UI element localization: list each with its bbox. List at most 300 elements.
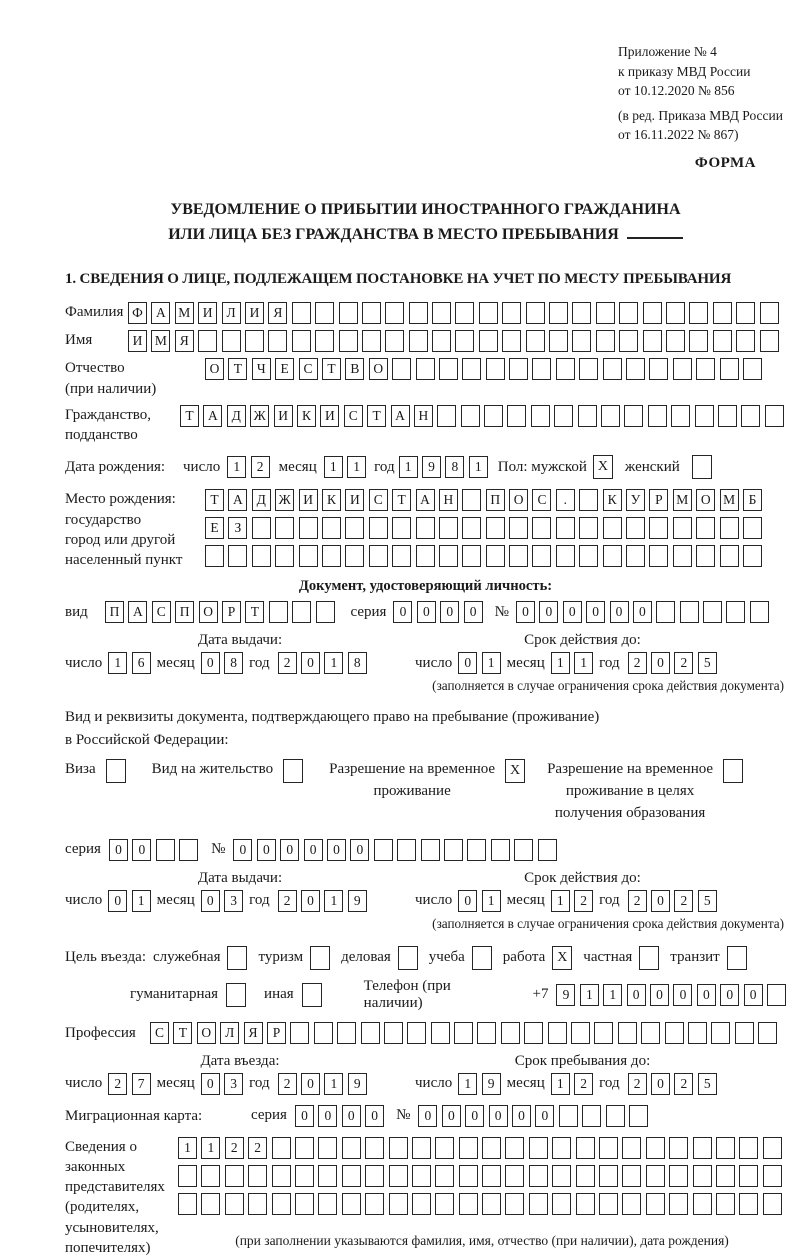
char-cell[interactable] [437, 405, 456, 427]
char-cell[interactable]: 1 [347, 456, 366, 478]
char-cell[interactable]: 8 [445, 456, 464, 478]
char-cell[interactable]: 8 [224, 652, 243, 674]
char-cell[interactable] [713, 302, 732, 324]
char-cell[interactable] [626, 358, 645, 380]
char-cell[interactable] [283, 759, 303, 783]
char-cell[interactable] [743, 517, 762, 539]
char-cell[interactable]: 0 [440, 601, 459, 623]
char-cell[interactable] [479, 302, 498, 324]
char-cell[interactable] [398, 946, 418, 970]
char-cell[interactable] [639, 946, 659, 970]
char-cell[interactable] [389, 1165, 408, 1187]
char-cell[interactable]: 0 [318, 1105, 337, 1127]
char-cell[interactable]: Е [205, 517, 224, 539]
char-cell[interactable]: 2 [674, 652, 693, 674]
char-cell[interactable] [269, 601, 288, 623]
char-cell[interactable] [339, 330, 358, 352]
char-cell[interactable]: О [369, 358, 388, 380]
char-cell[interactable] [227, 946, 247, 970]
char-cell[interactable] [454, 1022, 473, 1044]
char-cell[interactable] [505, 1193, 524, 1215]
char-cell[interactable] [703, 601, 722, 623]
char-cell[interactable] [502, 330, 521, 352]
char-cell[interactable] [548, 1022, 567, 1044]
char-cell[interactable]: Я [244, 1022, 263, 1044]
char-cell[interactable]: 0 [295, 1105, 314, 1127]
char-cell[interactable] [532, 358, 551, 380]
char-cell[interactable]: М [720, 489, 739, 511]
char-cell[interactable]: 7 [132, 1073, 151, 1095]
char-cell[interactable]: Т [180, 405, 199, 427]
char-cell[interactable]: 1 [551, 890, 570, 912]
char-cell[interactable] [549, 330, 568, 352]
char-cell[interactable] [576, 1137, 595, 1159]
char-cell[interactable]: . [556, 489, 575, 511]
char-cell[interactable] [482, 1193, 501, 1215]
char-cell[interactable] [669, 1165, 688, 1187]
char-cell[interactable] [622, 1165, 641, 1187]
char-cell[interactable] [552, 1165, 571, 1187]
char-cell[interactable] [529, 1137, 548, 1159]
char-cell[interactable] [486, 358, 505, 380]
char-cell[interactable]: М [175, 302, 194, 324]
char-cell[interactable] [739, 1193, 758, 1215]
char-cell[interactable]: 0 [257, 839, 276, 861]
char-cell[interactable] [596, 302, 615, 324]
char-cell[interactable] [318, 1165, 337, 1187]
char-cell[interactable]: 1 [551, 652, 570, 674]
char-cell[interactable] [692, 455, 712, 479]
char-cell[interactable]: 9 [422, 456, 441, 478]
char-cell[interactable]: 2 [674, 1073, 693, 1095]
char-cell[interactable] [760, 330, 779, 352]
char-cell[interactable] [649, 517, 668, 539]
char-cell[interactable] [435, 1137, 454, 1159]
char-cell[interactable] [505, 1137, 524, 1159]
char-cell[interactable] [720, 358, 739, 380]
char-cell[interactable]: X [552, 946, 572, 970]
char-cell[interactable] [369, 517, 388, 539]
char-cell[interactable] [315, 302, 334, 324]
char-cell[interactable] [501, 1022, 520, 1044]
char-cell[interactable]: О [205, 358, 224, 380]
char-cell[interactable] [739, 1165, 758, 1187]
char-cell[interactable]: А [416, 489, 435, 511]
char-cell[interactable] [322, 545, 341, 567]
char-cell[interactable]: 0 [201, 652, 220, 674]
char-cell[interactable] [482, 1137, 501, 1159]
char-cell[interactable] [299, 545, 318, 567]
char-cell[interactable]: П [105, 601, 124, 623]
char-cell[interactable]: 2 [574, 1073, 593, 1095]
char-cell[interactable] [385, 330, 404, 352]
char-cell[interactable] [409, 302, 428, 324]
char-cell[interactable] [743, 545, 762, 567]
char-cell[interactable] [201, 1193, 220, 1215]
char-cell[interactable] [252, 517, 271, 539]
char-cell[interactable] [467, 839, 486, 861]
char-cell[interactable]: 0 [539, 601, 558, 623]
char-cell[interactable]: 0 [610, 601, 629, 623]
char-cell[interactable]: Л [222, 302, 241, 324]
char-cell[interactable] [248, 1193, 267, 1215]
char-cell[interactable]: 9 [482, 1073, 501, 1095]
char-cell[interactable] [619, 330, 638, 352]
char-cell[interactable] [531, 405, 550, 427]
char-cell[interactable]: С [152, 601, 171, 623]
char-cell[interactable]: 1 [324, 456, 343, 478]
char-cell[interactable]: 0 [673, 984, 692, 1006]
char-cell[interactable] [322, 517, 341, 539]
char-cell[interactable]: 1 [469, 456, 488, 478]
char-cell[interactable]: 0 [744, 984, 763, 1006]
char-cell[interactable] [275, 545, 294, 567]
char-cell[interactable] [248, 1165, 267, 1187]
char-cell[interactable]: О [696, 489, 715, 511]
char-cell[interactable] [362, 330, 381, 352]
char-cell[interactable] [205, 545, 224, 567]
char-cell[interactable] [482, 1165, 501, 1187]
char-cell[interactable] [763, 1193, 782, 1215]
char-cell[interactable] [643, 330, 662, 352]
char-cell[interactable] [629, 1105, 648, 1127]
char-cell[interactable]: Т [392, 489, 411, 511]
char-cell[interactable] [435, 1165, 454, 1187]
char-cell[interactable] [735, 1022, 754, 1044]
char-cell[interactable]: 5 [698, 652, 717, 674]
char-cell[interactable] [713, 330, 732, 352]
char-cell[interactable]: 2 [628, 890, 647, 912]
char-cell[interactable]: 0 [512, 1105, 531, 1127]
char-cell[interactable] [509, 545, 528, 567]
char-cell[interactable]: Т [205, 489, 224, 511]
char-cell[interactable] [603, 358, 622, 380]
char-cell[interactable]: Я [175, 330, 194, 352]
char-cell[interactable] [318, 1137, 337, 1159]
char-cell[interactable] [526, 330, 545, 352]
char-cell[interactable] [225, 1165, 244, 1187]
char-cell[interactable]: 0 [301, 1073, 320, 1095]
char-cell[interactable] [362, 302, 381, 324]
char-cell[interactable] [648, 405, 667, 427]
char-cell[interactable] [486, 517, 505, 539]
char-cell[interactable]: З [228, 517, 247, 539]
char-cell[interactable] [743, 358, 762, 380]
char-cell[interactable]: 0 [393, 601, 412, 623]
char-cell[interactable] [505, 1165, 524, 1187]
char-cell[interactable] [578, 405, 597, 427]
char-cell[interactable] [641, 1022, 660, 1044]
char-cell[interactable]: А [391, 405, 410, 427]
char-cell[interactable]: 1 [324, 652, 343, 674]
char-cell[interactable]: 0 [627, 984, 646, 1006]
char-cell[interactable]: 0 [233, 839, 252, 861]
char-cell[interactable]: 1 [324, 890, 343, 912]
char-cell[interactable] [603, 517, 622, 539]
char-cell[interactable] [389, 1137, 408, 1159]
char-cell[interactable]: Р [222, 601, 241, 623]
char-cell[interactable] [462, 358, 481, 380]
char-cell[interactable] [477, 1022, 496, 1044]
char-cell[interactable] [556, 545, 575, 567]
char-cell[interactable] [726, 601, 745, 623]
char-cell[interactable]: 6 [132, 652, 151, 674]
char-cell[interactable]: С [150, 1022, 169, 1044]
char-cell[interactable] [649, 545, 668, 567]
char-cell[interactable] [392, 517, 411, 539]
char-cell[interactable]: И [299, 489, 318, 511]
char-cell[interactable] [624, 405, 643, 427]
char-cell[interactable] [268, 330, 287, 352]
char-cell[interactable]: 1 [201, 1137, 220, 1159]
char-cell[interactable] [345, 545, 364, 567]
char-cell[interactable]: М [151, 330, 170, 352]
char-cell[interactable]: И [128, 330, 147, 352]
char-cell[interactable]: Ф [128, 302, 147, 324]
char-cell[interactable] [763, 1165, 782, 1187]
char-cell[interactable] [723, 759, 743, 783]
char-cell[interactable]: 1 [324, 1073, 343, 1095]
char-cell[interactable] [606, 1105, 625, 1127]
char-cell[interactable] [455, 330, 474, 352]
char-cell[interactable] [416, 517, 435, 539]
char-cell[interactable] [689, 330, 708, 352]
char-cell[interactable] [318, 1193, 337, 1215]
char-cell[interactable]: Т [173, 1022, 192, 1044]
char-cell[interactable] [459, 1137, 478, 1159]
char-cell[interactable] [716, 1165, 735, 1187]
char-cell[interactable] [509, 517, 528, 539]
char-cell[interactable]: И [345, 489, 364, 511]
char-cell[interactable] [666, 330, 685, 352]
char-cell[interactable]: 5 [698, 890, 717, 912]
char-cell[interactable] [228, 545, 247, 567]
char-cell[interactable] [272, 1137, 291, 1159]
char-cell[interactable] [156, 839, 175, 861]
char-cell[interactable] [736, 330, 755, 352]
char-cell[interactable]: 1 [574, 652, 593, 674]
char-cell[interactable]: П [486, 489, 505, 511]
char-cell[interactable]: 2 [108, 1073, 127, 1095]
char-cell[interactable]: А [128, 601, 147, 623]
char-cell[interactable] [342, 1193, 361, 1215]
char-cell[interactable] [314, 1022, 333, 1044]
char-cell[interactable] [392, 545, 411, 567]
char-cell[interactable]: 2 [248, 1137, 267, 1159]
char-cell[interactable] [741, 405, 760, 427]
char-cell[interactable] [272, 1193, 291, 1215]
char-cell[interactable]: 0 [201, 890, 220, 912]
char-cell[interactable]: 1 [580, 984, 599, 1006]
char-cell[interactable]: 9 [348, 890, 367, 912]
char-cell[interactable] [292, 601, 311, 623]
char-cell[interactable]: Т [322, 358, 341, 380]
char-cell[interactable]: 0 [720, 984, 739, 1006]
char-cell[interactable]: 1 [482, 890, 501, 912]
char-cell[interactable]: Д [252, 489, 271, 511]
char-cell[interactable] [765, 405, 784, 427]
char-cell[interactable] [556, 358, 575, 380]
char-cell[interactable] [486, 545, 505, 567]
char-cell[interactable] [455, 302, 474, 324]
char-cell[interactable] [514, 839, 533, 861]
char-cell[interactable] [669, 1137, 688, 1159]
char-cell[interactable]: 0 [458, 652, 477, 674]
char-cell[interactable] [646, 1165, 665, 1187]
char-cell[interactable] [292, 330, 311, 352]
char-cell[interactable]: 0 [280, 839, 299, 861]
char-cell[interactable] [272, 1165, 291, 1187]
char-cell[interactable] [365, 1165, 384, 1187]
char-cell[interactable]: И [320, 405, 339, 427]
char-cell[interactable]: Б [743, 489, 762, 511]
char-cell[interactable]: 5 [698, 1073, 717, 1095]
char-cell[interactable]: И [198, 302, 217, 324]
char-cell[interactable]: X [593, 455, 613, 479]
char-cell[interactable] [579, 489, 598, 511]
char-cell[interactable] [603, 545, 622, 567]
char-cell[interactable]: 0 [516, 601, 535, 623]
char-cell[interactable] [295, 1165, 314, 1187]
char-cell[interactable] [484, 405, 503, 427]
char-cell[interactable]: С [344, 405, 363, 427]
char-cell[interactable] [671, 405, 690, 427]
char-cell[interactable]: И [274, 405, 293, 427]
char-cell[interactable] [339, 302, 358, 324]
char-cell[interactable] [576, 1193, 595, 1215]
char-cell[interactable] [479, 330, 498, 352]
char-cell[interactable] [507, 405, 526, 427]
char-cell[interactable] [365, 1137, 384, 1159]
char-cell[interactable]: 0 [458, 890, 477, 912]
char-cell[interactable] [649, 358, 668, 380]
char-cell[interactable] [579, 358, 598, 380]
char-cell[interactable] [316, 601, 335, 623]
char-cell[interactable] [767, 984, 786, 1006]
char-cell[interactable]: 0 [489, 1105, 508, 1127]
char-cell[interactable] [695, 405, 714, 427]
char-cell[interactable] [198, 330, 217, 352]
char-cell[interactable] [696, 358, 715, 380]
char-cell[interactable]: 0 [201, 1073, 220, 1095]
char-cell[interactable] [310, 946, 330, 970]
char-cell[interactable] [384, 1022, 403, 1044]
char-cell[interactable]: Ч [252, 358, 271, 380]
char-cell[interactable]: 2 [674, 890, 693, 912]
char-cell[interactable] [201, 1165, 220, 1187]
char-cell[interactable] [693, 1137, 712, 1159]
char-cell[interactable] [472, 946, 492, 970]
char-cell[interactable] [459, 1165, 478, 1187]
char-cell[interactable] [225, 1193, 244, 1215]
char-cell[interactable] [444, 839, 463, 861]
char-cell[interactable] [529, 1193, 548, 1215]
char-cell[interactable] [739, 1137, 758, 1159]
char-cell[interactable] [431, 1022, 450, 1044]
char-cell[interactable] [693, 1193, 712, 1215]
char-cell[interactable] [412, 1137, 431, 1159]
char-cell[interactable]: 1 [551, 1073, 570, 1095]
char-cell[interactable] [385, 302, 404, 324]
char-cell[interactable]: О [199, 601, 218, 623]
char-cell[interactable]: 2 [278, 890, 297, 912]
char-cell[interactable]: 1 [132, 890, 151, 912]
char-cell[interactable] [554, 405, 573, 427]
char-cell[interactable] [389, 1193, 408, 1215]
char-cell[interactable] [665, 1022, 684, 1044]
char-cell[interactable]: 1 [603, 984, 622, 1006]
char-cell[interactable]: Т [228, 358, 247, 380]
char-cell[interactable]: О [197, 1022, 216, 1044]
char-cell[interactable] [559, 1105, 578, 1127]
char-cell[interactable] [680, 601, 699, 623]
char-cell[interactable]: У [626, 489, 645, 511]
char-cell[interactable]: К [297, 405, 316, 427]
char-cell[interactable] [292, 302, 311, 324]
char-cell[interactable] [760, 302, 779, 324]
char-cell[interactable]: А [203, 405, 222, 427]
char-cell[interactable] [374, 839, 393, 861]
char-cell[interactable] [342, 1165, 361, 1187]
char-cell[interactable] [432, 330, 451, 352]
char-cell[interactable] [646, 1137, 665, 1159]
char-cell[interactable] [582, 1105, 601, 1127]
char-cell[interactable]: О [509, 489, 528, 511]
char-cell[interactable] [526, 302, 545, 324]
char-cell[interactable] [666, 302, 685, 324]
char-cell[interactable] [763, 1137, 782, 1159]
char-cell[interactable] [750, 601, 769, 623]
char-cell[interactable] [302, 983, 322, 1007]
char-cell[interactable] [421, 839, 440, 861]
char-cell[interactable]: 2 [628, 652, 647, 674]
char-cell[interactable]: 9 [556, 984, 575, 1006]
char-cell[interactable] [407, 1022, 426, 1044]
char-cell[interactable] [556, 517, 575, 539]
char-cell[interactable] [736, 302, 755, 324]
char-cell[interactable] [409, 330, 428, 352]
char-cell[interactable]: 0 [350, 839, 369, 861]
char-cell[interactable] [643, 302, 662, 324]
char-cell[interactable]: К [322, 489, 341, 511]
char-cell[interactable] [416, 358, 435, 380]
char-cell[interactable] [299, 517, 318, 539]
char-cell[interactable] [549, 302, 568, 324]
char-cell[interactable]: Д [227, 405, 246, 427]
char-cell[interactable] [626, 517, 645, 539]
char-cell[interactable] [727, 946, 747, 970]
char-cell[interactable]: 2 [628, 1073, 647, 1095]
char-cell[interactable] [599, 1193, 618, 1215]
char-cell[interactable]: М [673, 489, 692, 511]
char-cell[interactable] [412, 1193, 431, 1215]
char-cell[interactable] [579, 517, 598, 539]
char-cell[interactable] [502, 302, 521, 324]
char-cell[interactable] [290, 1022, 309, 1044]
char-cell[interactable] [619, 302, 638, 324]
char-cell[interactable]: Ж [275, 489, 294, 511]
char-cell[interactable]: 0 [417, 601, 436, 623]
char-cell[interactable] [491, 839, 510, 861]
char-cell[interactable] [720, 545, 739, 567]
char-cell[interactable]: 2 [574, 890, 593, 912]
char-cell[interactable] [572, 302, 591, 324]
char-cell[interactable] [361, 1022, 380, 1044]
char-cell[interactable] [369, 545, 388, 567]
char-cell[interactable] [622, 1193, 641, 1215]
char-cell[interactable] [337, 1022, 356, 1044]
char-cell[interactable] [552, 1137, 571, 1159]
